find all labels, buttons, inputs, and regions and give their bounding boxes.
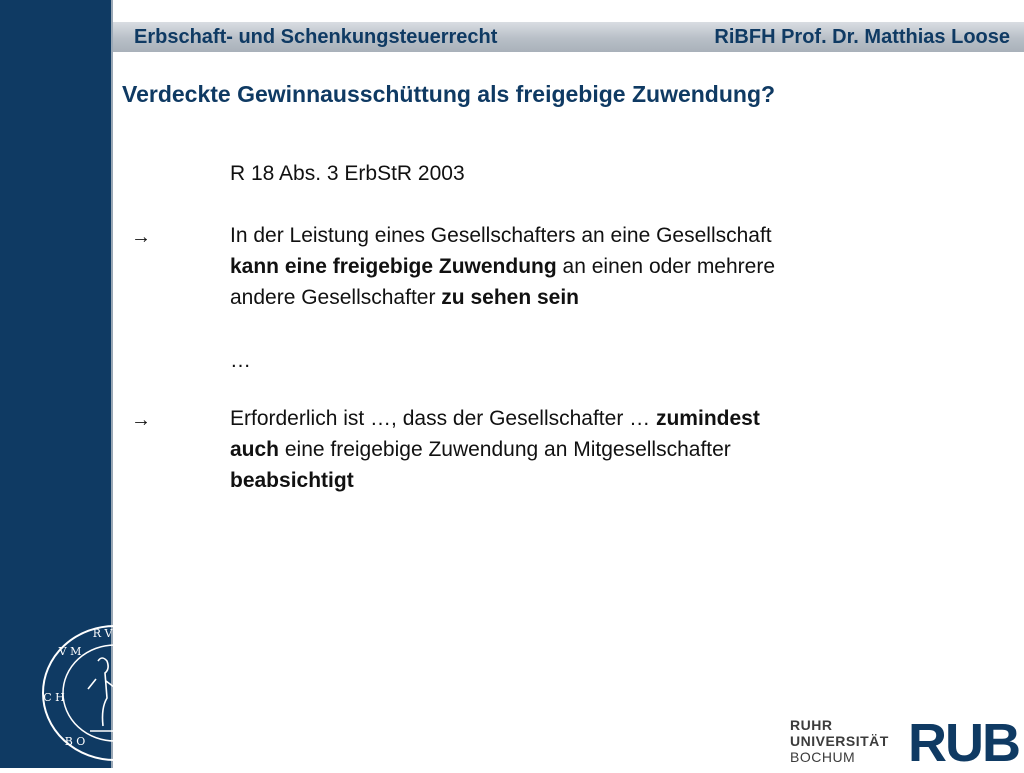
- point2-line1: Erforderlich ist …, dass der Gesellschafter … zumindest: [230, 407, 760, 430]
- rub-wordmark-logo: RUB: [908, 713, 1019, 773]
- point2-line3: beabsichtigt: [230, 469, 354, 492]
- point2-line2: auch eine freigebige Zuwendung an Mitgesellschafter: [230, 438, 731, 461]
- svg-text:-: -: [168, 663, 172, 676]
- svg-text:B O: B O: [64, 735, 86, 748]
- header-course-title: Erbschaft- und Schenkungsteuerrecht: [134, 26, 498, 48]
- ellipsis-line: …: [230, 349, 251, 372]
- arrow-icon: →: [131, 226, 151, 248]
- university-seal-icon: [40, 623, 190, 763]
- svg-text:R V H R: R V H R: [92, 627, 138, 640]
- university-name-logo: RUHR UNIVERSITÄT BOCHUM: [790, 717, 889, 765]
- reference-line: R 18 Abs. 3 ErbStR 2003: [230, 162, 465, 185]
- svg-text:V M: V M: [58, 645, 82, 658]
- svg-text:C H: C H: [43, 691, 65, 704]
- point1-line3: andere Gesellschafter zu sehen sein: [230, 286, 580, 309]
- svg-text:I V E R S: I V E R S: [132, 737, 184, 750]
- arrow-icon: →: [131, 409, 151, 431]
- slide-title: Verdeckte Gewinnausschüttung als freigebige Zuwendung?: [122, 81, 776, 107]
- point1-line2: kann eine freigebige Zuwendung an einen oder mehrere: [230, 255, 776, 278]
- point1-line1: In der Leistung eines Gesellschafters an eine Gesellschaft: [230, 224, 772, 247]
- svg-text:V N: V N: [167, 693, 189, 706]
- header-lecturer: RiBFH Prof. Dr. Matthias Loose: [714, 26, 1010, 48]
